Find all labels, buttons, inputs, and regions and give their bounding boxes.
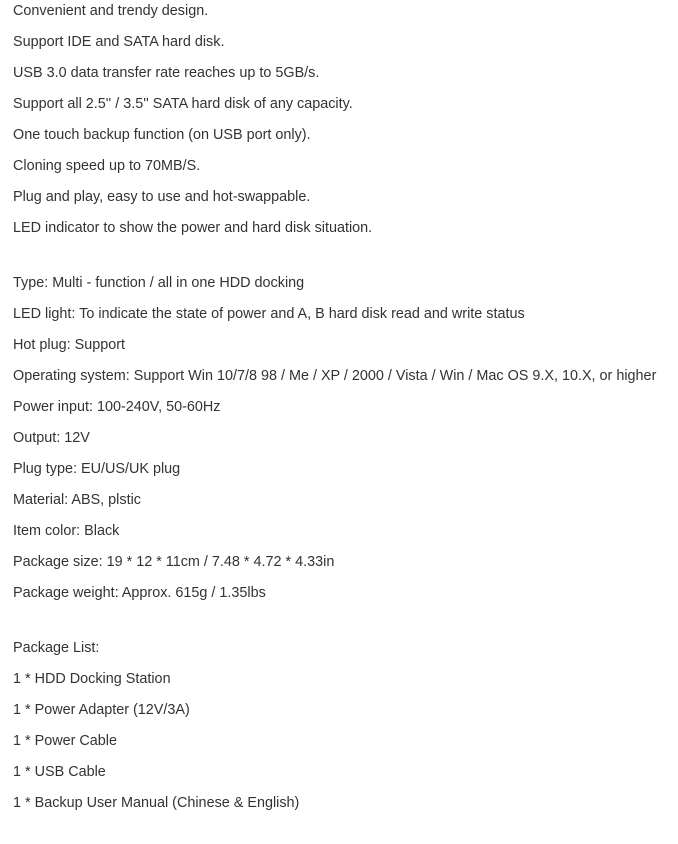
spec-package-size: Package size: 19 * 12 * 11cm / 7.48 * 4.72 * 4.33in [13, 554, 335, 570]
product-description [13, 0, 665, 823]
spec-operating-system: Operating system: Support Win 10/7/8 98 / Me / XP / 2000 / Vista / Win / Mac OS 9.X, 10.X, or higher [13, 368, 657, 384]
features-section [13, 0, 665, 238]
section-spacer [13, 248, 665, 272]
package-list-item: 1 * HDD Docking Station [13, 671, 171, 687]
feature-line: Support IDE and SATA hard disk. [13, 34, 225, 50]
feature-line: One touch backup function (on USB port only). [13, 127, 311, 143]
package-list-item: 1 * Power Cable [13, 733, 117, 749]
package-list-section [13, 637, 665, 813]
spec-type: Type: Multi - function / all in one HDD docking [13, 275, 305, 291]
spec-package-weight: Package weight: Approx. 615g / 1.35lbs [13, 585, 266, 601]
package-list-item: 1 * Power Adapter (12V/3A) [13, 702, 190, 718]
spec-led-light: LED light: To indicate the state of power and A, B hard disk read and write status [13, 306, 525, 322]
feature-line: Plug and play, easy to use and hot-swappable. [13, 189, 311, 205]
specifications-section [13, 272, 665, 603]
spec-material: Material: ABS, plstic [13, 492, 141, 508]
feature-line: Cloning speed up to 70MB/S. [13, 158, 201, 174]
package-list-item: 1 * USB Cable [13, 764, 106, 780]
spec-output: Output: 12V [13, 430, 90, 446]
feature-line: Support all 2.5'' / 3.5'' SATA hard disk of any capacity. [13, 96, 353, 112]
spec-hot-plug: Hot plug: Support [13, 337, 125, 353]
feature-line: Convenient and trendy design. [13, 3, 209, 19]
package-list-item: 1 * Backup User Manual (Chinese & English) [13, 795, 300, 811]
spec-item-color: Item color: Black [13, 523, 120, 539]
feature-line: USB 3.0 data transfer rate reaches up to 5GB/s. [13, 65, 320, 81]
spec-power-input: Power input: 100-240V, 50-60Hz [13, 399, 221, 415]
spec-plug-type: Plug type: EU/US/UK plug [13, 461, 181, 477]
package-list-heading: Package List: [13, 640, 100, 656]
section-spacer [13, 613, 665, 637]
feature-line: LED indicator to show the power and hard disk situation. [13, 220, 373, 236]
